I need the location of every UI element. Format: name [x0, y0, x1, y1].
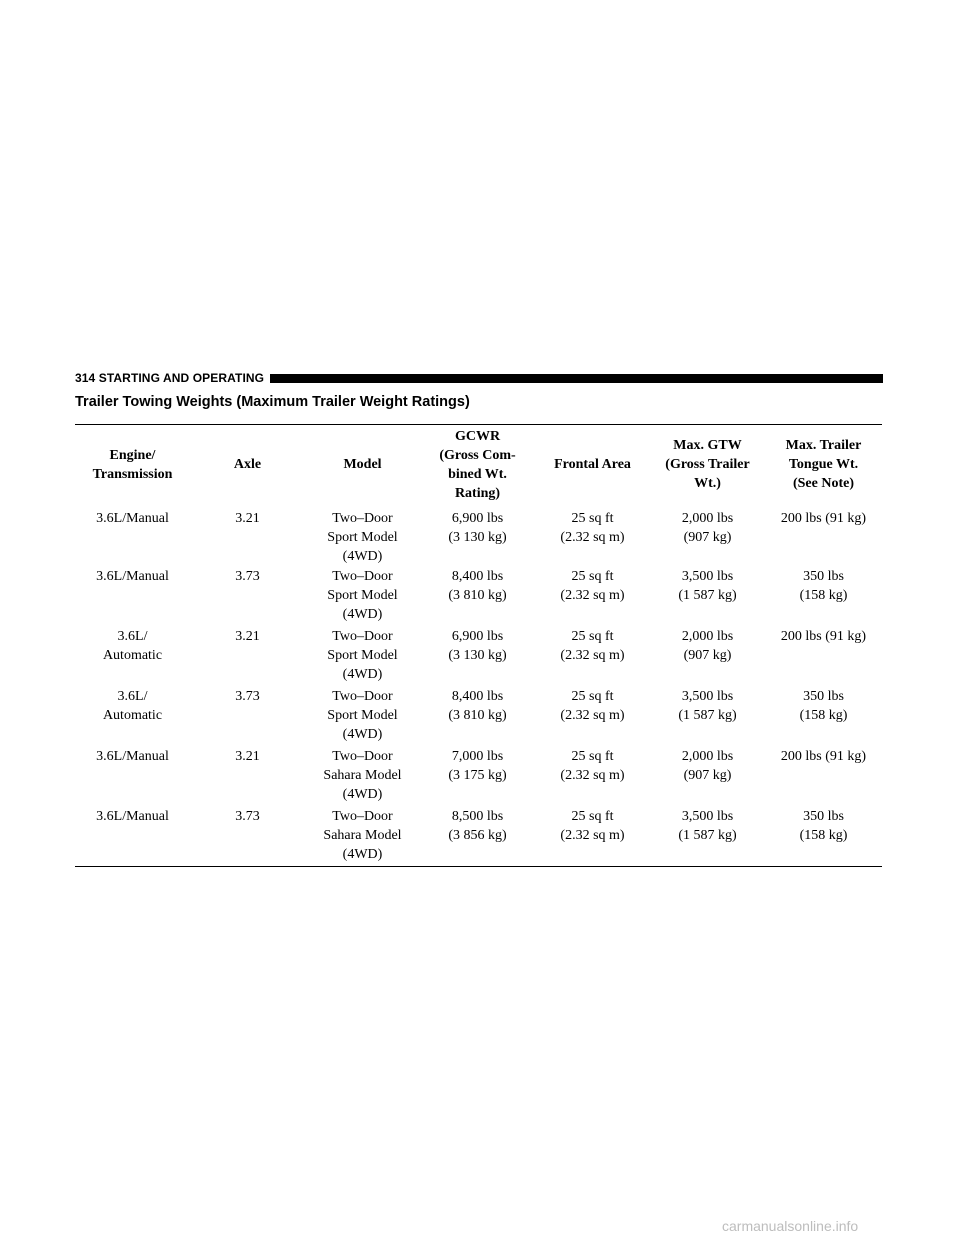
cell-engine	[75, 627, 190, 687]
cell-line: 3.73	[235, 688, 260, 704]
column-header-engine	[75, 425, 190, 507]
cell-line: (158 kg)	[799, 707, 848, 723]
cell-line: Sahara Model	[323, 827, 402, 843]
cell-frontal	[535, 627, 650, 687]
cell-gtw	[650, 687, 765, 747]
cell-line: 25 sq ft	[571, 568, 614, 584]
cell-axle	[190, 567, 305, 627]
column-header-gcwr	[420, 425, 535, 507]
cell-line: Two–Door	[332, 748, 393, 764]
page-header	[75, 371, 883, 385]
table-row	[75, 507, 882, 567]
cell-line: (3 130 kg)	[448, 529, 507, 545]
column-header-axle	[190, 425, 305, 507]
cell-gtw	[650, 807, 765, 867]
cell-gcwr	[420, 567, 535, 627]
table-row	[75, 687, 882, 747]
cell-line: 8,400 lbs	[451, 688, 504, 704]
cell-line: 3.6L/	[117, 628, 148, 644]
cell-axle	[190, 627, 305, 687]
cell-line: (3 175 kg)	[448, 767, 507, 783]
cell-line: (3 810 kg)	[448, 707, 507, 723]
column-header-frontal	[535, 425, 650, 507]
cell-model	[305, 747, 420, 807]
cell-line: Two–Door	[332, 510, 393, 526]
cell-axle	[190, 507, 305, 567]
cell-model	[305, 567, 420, 627]
cell-gtw	[650, 627, 765, 687]
cell-line: (4WD)	[342, 726, 383, 742]
table-header-row	[75, 425, 882, 507]
cell-gcwr	[420, 807, 535, 867]
table-row	[75, 567, 882, 627]
table-row	[75, 627, 882, 687]
cell-tongue	[765, 507, 882, 567]
column-header-line: Engine/	[109, 447, 156, 463]
cell-line: (907 kg)	[683, 529, 732, 545]
table-row	[75, 807, 882, 867]
towing-weights-table	[75, 424, 882, 867]
cell-line: (2.32 sq m)	[560, 767, 625, 783]
cell-line: 25 sq ft	[571, 628, 614, 644]
cell-gcwr	[420, 627, 535, 687]
cell-line: 350 lbs	[803, 688, 844, 704]
cell-line: Sport Model	[327, 587, 398, 603]
cell-frontal	[535, 687, 650, 747]
cell-axle	[190, 807, 305, 867]
column-header-line: GCWR	[454, 428, 501, 444]
column-header-line: Tongue Wt.	[788, 457, 859, 473]
column-header-gtw	[650, 425, 765, 507]
cell-line: Two–Door	[332, 628, 393, 644]
cell-line: 200 lbs (91 kg)	[780, 628, 867, 644]
cell-line: 350 lbs	[803, 808, 844, 824]
cell-line: 6,900 lbs	[451, 628, 504, 644]
cell-line: Sport Model	[327, 647, 398, 663]
cell-tongue	[765, 627, 882, 687]
cell-gtw	[650, 747, 765, 807]
section-title: Trailer Towing Weights (Maximum Trailer Weight Ratings)	[75, 394, 470, 410]
column-header-line: (Gross Com-	[439, 447, 516, 463]
cell-line: (907 kg)	[683, 647, 732, 663]
cell-line: Two–Door	[332, 688, 393, 704]
column-header-line: Rating)	[454, 485, 501, 501]
cell-line: 7,000 lbs	[451, 748, 504, 764]
cell-line: 350 lbs	[803, 568, 844, 584]
cell-gtw	[650, 567, 765, 627]
cell-model	[305, 807, 420, 867]
cell-frontal	[535, 747, 650, 807]
cell-tongue	[765, 567, 882, 627]
cell-line: (4WD)	[342, 548, 383, 564]
cell-line: 2,000 lbs	[681, 510, 734, 526]
cell-line: 8,500 lbs	[451, 808, 504, 824]
cell-axle	[190, 687, 305, 747]
cell-line: (1 587 kg)	[678, 707, 737, 723]
cell-tongue	[765, 747, 882, 807]
column-header-line: (See Note)	[792, 476, 855, 492]
cell-line: (4WD)	[342, 606, 383, 622]
cell-engine	[75, 567, 190, 627]
cell-line: (2.32 sq m)	[560, 529, 625, 545]
cell-model	[305, 507, 420, 567]
cell-line: (907 kg)	[683, 767, 732, 783]
cell-line: 3,500 lbs	[681, 568, 734, 584]
column-header-line: bined Wt.	[448, 466, 507, 482]
cell-frontal	[535, 507, 650, 567]
cell-line: Automatic	[102, 707, 163, 723]
cell-line: (1 587 kg)	[678, 827, 737, 843]
cell-line: 3.73	[235, 568, 260, 584]
cell-line: (158 kg)	[799, 587, 848, 603]
column-header-line: Transmission	[92, 466, 173, 482]
page-number: 314	[75, 371, 96, 385]
cell-frontal	[535, 567, 650, 627]
cell-line: Sport Model	[327, 707, 398, 723]
cell-line: 3.6L/	[117, 688, 148, 704]
cell-model	[305, 687, 420, 747]
cell-line: 3.6L/Manual	[96, 748, 169, 764]
cell-line: 2,000 lbs	[681, 628, 734, 644]
cell-line: 3,500 lbs	[681, 688, 734, 704]
cell-line: (2.32 sq m)	[560, 587, 625, 603]
table-body	[75, 507, 882, 867]
cell-gcwr	[420, 687, 535, 747]
cell-line: (158 kg)	[799, 827, 848, 843]
cell-line: 200 lbs (91 kg)	[780, 748, 867, 764]
cell-line: (2.32 sq m)	[560, 707, 625, 723]
cell-line: Automatic	[102, 647, 163, 663]
column-header-line: (Gross Trailer	[665, 457, 750, 473]
cell-tongue	[765, 807, 882, 867]
cell-line: 25 sq ft	[571, 688, 614, 704]
cell-line: (4WD)	[342, 666, 383, 682]
cell-line: (4WD)	[342, 786, 383, 802]
cell-engine	[75, 807, 190, 867]
cell-line: 3.21	[235, 748, 260, 764]
page-number-section	[75, 371, 264, 385]
cell-line: Two–Door	[332, 808, 393, 824]
cell-model	[305, 627, 420, 687]
watermark: carmanualsonline.info	[722, 1218, 859, 1234]
column-header-line: Max. Trailer	[785, 438, 862, 454]
cell-axle	[190, 747, 305, 807]
cell-frontal	[535, 807, 650, 867]
cell-line: (2.32 sq m)	[560, 647, 625, 663]
cell-line: 8,400 lbs	[451, 568, 504, 584]
cell-line: (1 587 kg)	[678, 587, 737, 603]
cell-tongue	[765, 687, 882, 747]
cell-line: Sport Model	[327, 529, 398, 545]
cell-line: (3 856 kg)	[448, 827, 507, 843]
cell-line: 6,900 lbs	[451, 510, 504, 526]
cell-gtw	[650, 507, 765, 567]
column-header-line: Axle	[233, 457, 262, 473]
column-header-model	[305, 425, 420, 507]
cell-line: 3.6L/Manual	[96, 510, 169, 526]
column-header-tongue	[765, 425, 882, 507]
cell-line: 3.6L/Manual	[96, 568, 169, 584]
cell-line: 3.21	[235, 628, 260, 644]
column-header-line: Frontal Area	[554, 457, 631, 473]
cell-line: (4WD)	[342, 846, 383, 862]
header-rule	[270, 374, 883, 383]
cell-gcwr	[420, 747, 535, 807]
cell-line: Two–Door	[332, 568, 393, 584]
cell-line: 25 sq ft	[571, 748, 614, 764]
cell-engine	[75, 747, 190, 807]
cell-line: (3 810 kg)	[448, 587, 507, 603]
column-header-line: Model	[343, 457, 382, 473]
section-name: STARTING AND OPERATING	[98, 371, 265, 385]
cell-gcwr	[420, 507, 535, 567]
cell-line: 25 sq ft	[571, 808, 614, 824]
cell-line: 3,500 lbs	[681, 808, 734, 824]
cell-line: 3.73	[235, 808, 260, 824]
cell-line: (3 130 kg)	[448, 647, 507, 663]
cell-line: 2,000 lbs	[681, 748, 734, 764]
cell-line: 3.21	[235, 510, 260, 526]
table-row	[75, 747, 882, 807]
column-header-line: Max. GTW	[673, 438, 742, 454]
cell-line: 3.6L/Manual	[96, 808, 169, 824]
cell-engine	[75, 687, 190, 747]
cell-line: (2.32 sq m)	[560, 827, 625, 843]
column-header-line: Wt.)	[694, 476, 721, 492]
cell-engine	[75, 507, 190, 567]
cell-line: 200 lbs (91 kg)	[780, 510, 867, 526]
cell-line: 25 sq ft	[571, 510, 614, 526]
cell-line: Sahara Model	[323, 767, 402, 783]
